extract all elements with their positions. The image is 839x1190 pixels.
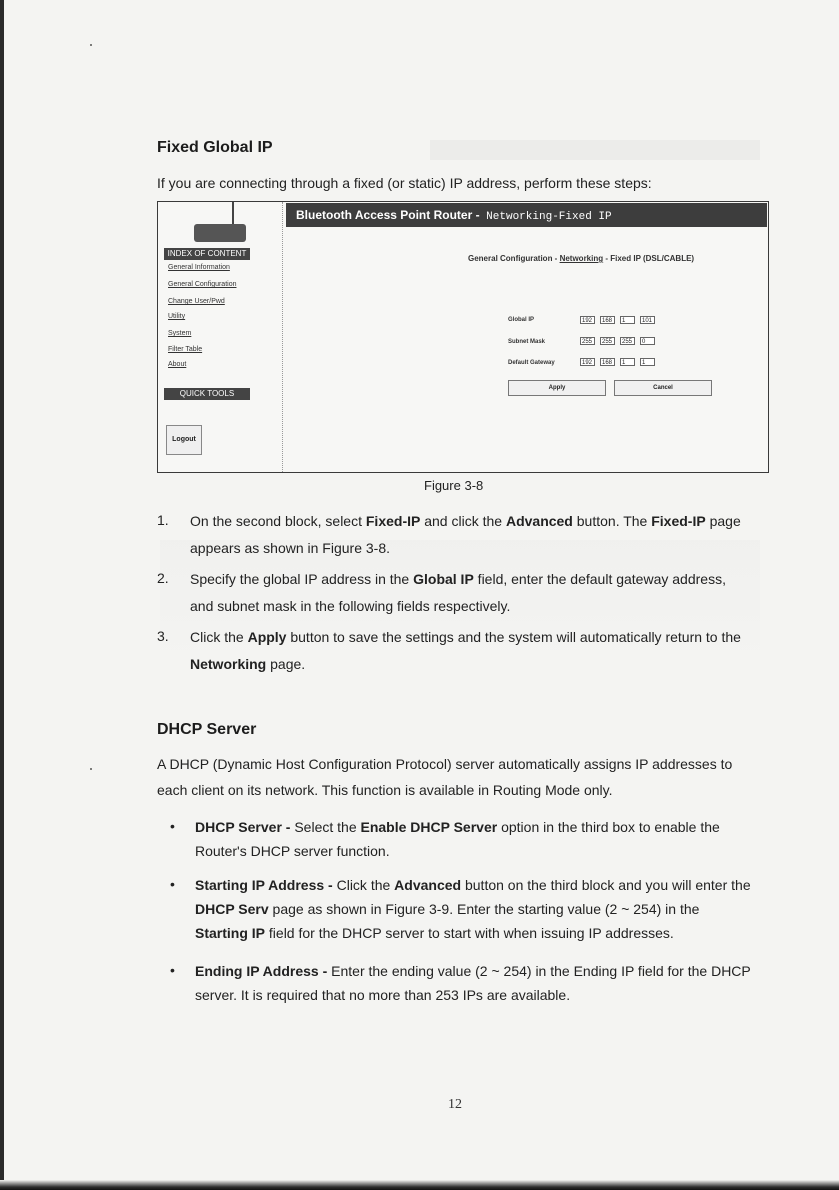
bullet-text-cont: Starting IP field for the DHCP server to start with when issuing IP addresses. <box>195 925 674 941</box>
default-gateway-octet-2[interactable]: 168 <box>600 358 615 366</box>
section-intro: If you are connecting through a fixed (or static) IP address, perform these steps: <box>157 175 652 191</box>
figure-titlebar <box>286 203 767 227</box>
step-number: 2. <box>157 570 169 586</box>
default-gateway-octet-4[interactable]: 1 <box>640 358 655 366</box>
default-gateway-label: Default Gateway <box>508 360 555 366</box>
scan-edge-bottom <box>0 1180 839 1190</box>
dhcp-intro-cont: each client on its network. This function is available in Routing Mode only. <box>157 782 613 798</box>
bullet-dot: • <box>170 818 175 834</box>
bullet-dot: • <box>170 962 175 978</box>
subnet-mask-octet-4[interactable]: 0 <box>640 337 655 345</box>
bleed-through-shadow <box>430 140 760 160</box>
sidebar-heading-tools: QUICK TOOLS <box>164 388 250 400</box>
bullet-text-cont: DHCP Serv page as shown in Figure 3-9. Enter the starting value (2 ~ 254) in the <box>195 901 700 917</box>
step-text-cont: and subnet mask in the following fields respectively. <box>190 598 511 614</box>
bullet-text: DHCP Server - Select the Enable DHCP Server option in the third box to enable the <box>195 819 720 835</box>
sidebar-heading-content: INDEX OF CONTENT <box>164 248 250 260</box>
sidebar-link[interactable]: General Configuration <box>168 281 237 288</box>
global-ip-octet-4[interactable]: 101 <box>640 316 655 324</box>
subnet-mask-label: Subnet Mask <box>508 339 546 345</box>
cancel-button[interactable]: Cancel <box>614 380 712 396</box>
figure-breadcrumb <box>468 254 694 263</box>
scan-edge-left <box>0 0 4 1190</box>
sidebar-link[interactable]: Utility <box>168 313 186 320</box>
step-text-cont: appears as shown in Figure 3-8. <box>190 540 390 556</box>
global-ip-label: Global IP <box>508 317 535 323</box>
breadcrumb-suffix: - Fixed IP (DSL/CABLE) <box>603 254 695 263</box>
sidebar-link[interactable]: About <box>168 361 187 368</box>
breadcrumb-prefix: General Configuration - <box>468 254 560 263</box>
step-number: 1. <box>157 512 169 528</box>
subnet-mask-octet-1[interactable]: 255 <box>580 337 595 345</box>
subnet-mask-octet-2[interactable]: 255 <box>600 337 615 345</box>
router-icon <box>194 224 246 242</box>
apply-button[interactable]: Apply <box>508 380 606 396</box>
step-text-cont: Networking page. <box>190 656 306 672</box>
default-gateway-octet-1[interactable]: 192 <box>580 358 595 366</box>
sidebar-link[interactable]: Filter Table <box>168 346 203 353</box>
step-text: Specify the global IP address in the Global IP field, enter the default gateway address, <box>190 571 726 587</box>
figure-screenshot <box>157 201 769 473</box>
bullet-text: Ending IP Address - Enter the ending value (2 ~ 254) in the Ending IP field for the DHCP <box>195 963 751 979</box>
titlebar-main: Bluetooth Access Point Router - <box>296 208 480 222</box>
figure-sidebar <box>158 202 283 472</box>
sidebar-link[interactable]: System <box>168 330 192 337</box>
titlebar-page: Networking-Fixed IP <box>479 211 612 223</box>
step-text: On the second block, select Fixed-IP and click the Advanced button. The Fixed-IP page <box>190 513 741 529</box>
default-gateway-octet-3[interactable]: 1 <box>620 358 635 366</box>
logout-button[interactable]: Logout <box>166 425 202 455</box>
page-number: 12 <box>448 1097 462 1112</box>
figure-caption: Figure 3-8 <box>424 478 484 493</box>
subnet-mask-octet-3[interactable]: 255 <box>620 337 635 345</box>
section-title-fixed-ip: Fixed Global IP <box>157 139 273 156</box>
bullet-text: Starting IP Address - Click the Advanced button on the third block and you will enter the <box>195 877 751 893</box>
bullet-text-cont: Router's DHCP server function. <box>195 843 390 859</box>
global-ip-octet-3[interactable]: 1 <box>620 316 635 324</box>
sidebar-link[interactable]: Change User/Pwd <box>168 298 225 305</box>
breadcrumb-link[interactable]: Networking <box>559 254 604 263</box>
bullet-dot: • <box>170 876 175 892</box>
scan-speck <box>90 44 92 46</box>
scan-speck <box>90 768 92 770</box>
section-title-dhcp: DHCP Server <box>157 721 257 738</box>
dhcp-intro: A DHCP (Dynamic Host Configuration Protocol) server automatically assigns IP addresses to <box>157 756 733 772</box>
bullet-text-cont: server. It is required that no more than 253 IPs are available. <box>195 987 571 1003</box>
sidebar-link[interactable]: General Information <box>168 264 230 271</box>
step-text: Click the Apply button to save the settings and the system will automatically return to the <box>190 629 741 645</box>
global-ip-octet-1[interactable]: 192 <box>580 316 595 324</box>
step-number: 3. <box>157 628 169 644</box>
global-ip-octet-2[interactable]: 168 <box>600 316 615 324</box>
